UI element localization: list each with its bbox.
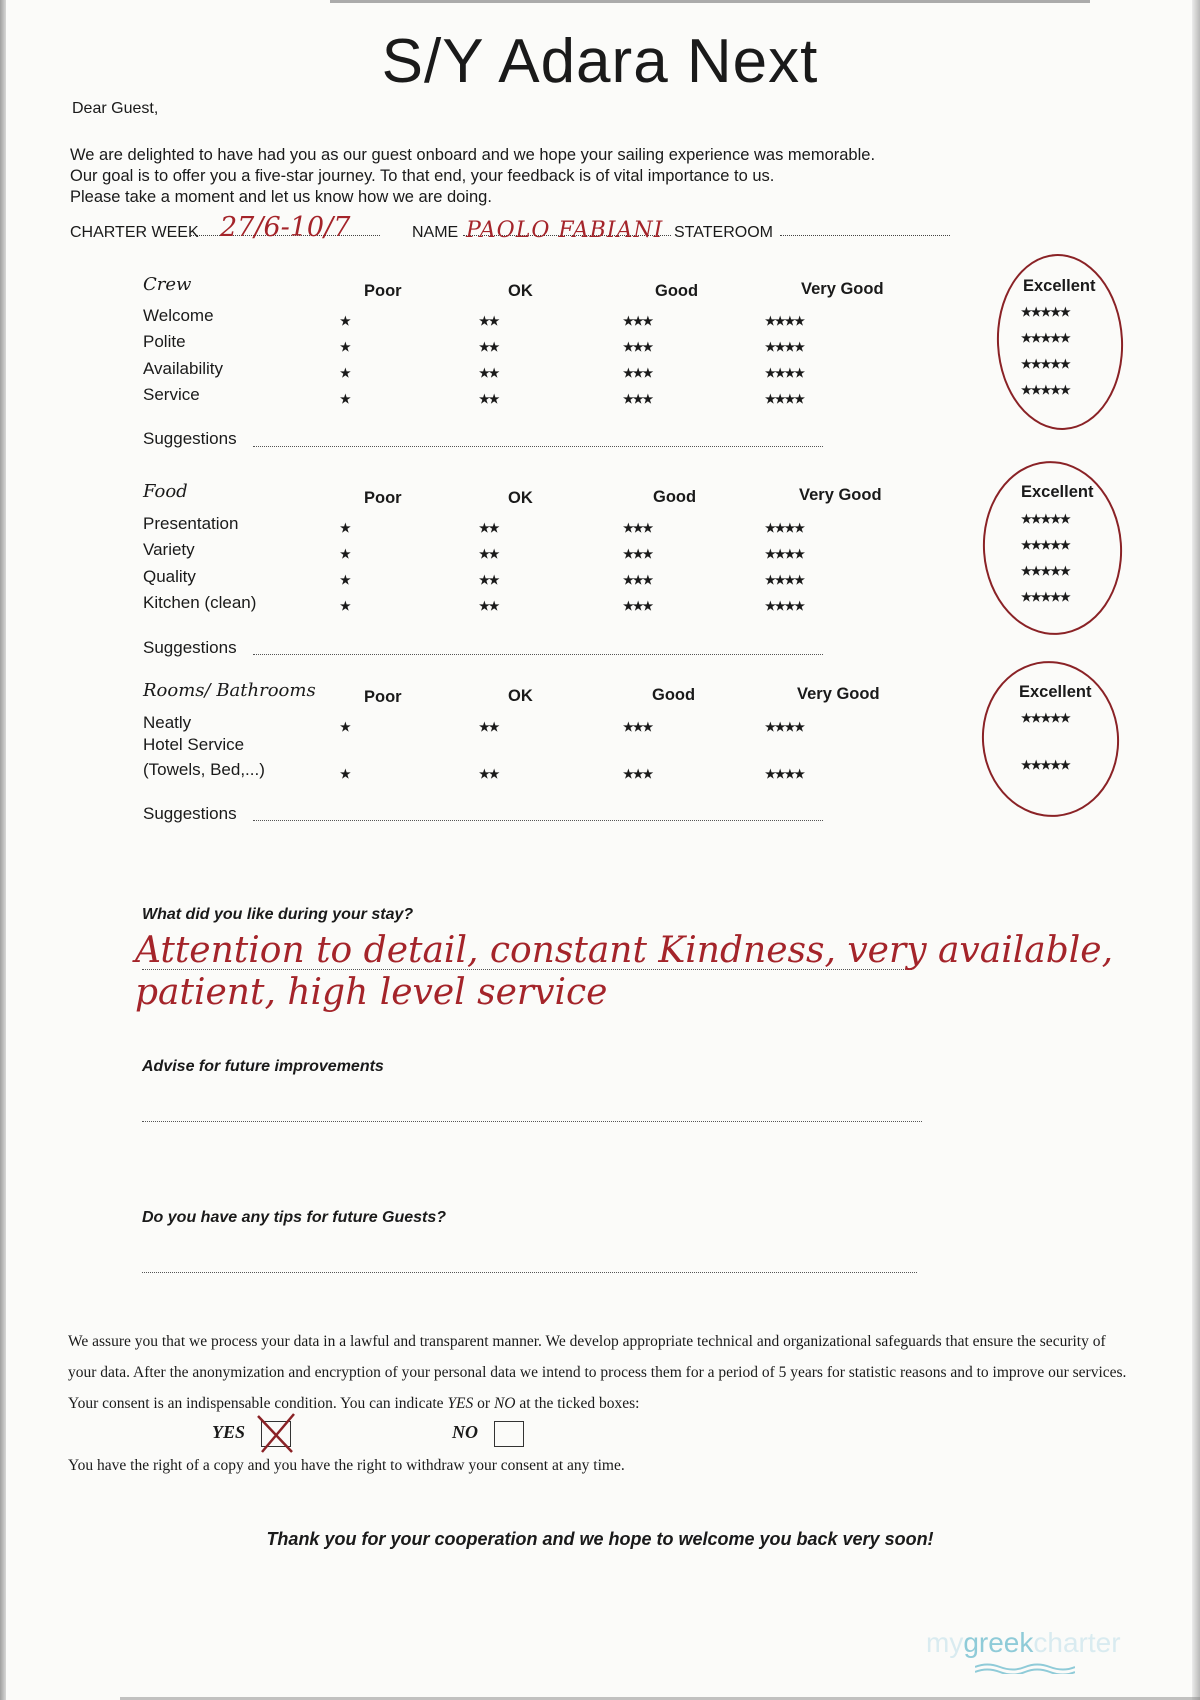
- rating-stars-poor[interactable]: ★: [340, 366, 350, 380]
- rating-stars-very-good[interactable]: ★★★★: [765, 340, 805, 354]
- rating-stars-poor[interactable]: ★: [340, 599, 350, 613]
- item-label: Availability: [143, 359, 224, 378]
- rating-stars-good[interactable]: ★★★: [623, 599, 653, 613]
- suggestions-label: Suggestions: [143, 638, 237, 657]
- watermark-part: greek: [963, 1627, 1034, 1658]
- rating-stars-excellent[interactable]: ★★★★★: [1021, 512, 1070, 526]
- watermark-wave-icon: [975, 1662, 1075, 1674]
- item-label: Neatly: [143, 713, 192, 732]
- paper-edge-right: [1192, 0, 1200, 1700]
- rights-statement: You have the right of a copy and you have the right to withdraw your consent at any time.: [68, 1457, 625, 1474]
- rating-stars-good[interactable]: ★★★: [623, 547, 653, 561]
- rating-stars-excellent[interactable]: ★★★★★: [1021, 711, 1070, 725]
- paper-edge-top: [330, 0, 1090, 3]
- data-privacy-statement: [68, 1326, 1128, 1419]
- no-word: NO: [493, 1395, 516, 1412]
- rating-stars-poor[interactable]: ★: [340, 392, 350, 406]
- col-good: Good: [653, 488, 697, 506]
- suggestions-field[interactable]: [253, 819, 823, 821]
- consent-yes-label: YES: [212, 1422, 246, 1442]
- col-excellent: Excellent: [1021, 483, 1094, 501]
- rating-stars-poor[interactable]: ★: [340, 767, 350, 781]
- or-word: or: [473, 1395, 494, 1412]
- charter-week-label: CHARTER WEEK: [70, 224, 199, 241]
- stateroom-field[interactable]: [780, 234, 950, 236]
- col-poor: Poor: [364, 282, 402, 300]
- advise-answer-line[interactable]: [142, 1120, 922, 1122]
- item-label: Quality: [143, 567, 196, 586]
- col-excellent: Excellent: [1023, 277, 1096, 295]
- charter-week-value: 27/6-10/7: [220, 212, 351, 243]
- col-good: Good: [652, 686, 696, 704]
- liked-answer-line1: Attention to detail, constant Kindness, very available,: [135, 930, 1114, 971]
- rating-stars-good[interactable]: ★★★: [623, 521, 653, 535]
- rating-stars-ok[interactable]: ★★: [479, 366, 499, 380]
- rating-stars-poor[interactable]: ★: [340, 573, 350, 587]
- rating-stars-excellent[interactable]: ★★★★★: [1021, 331, 1070, 345]
- section-heading: Food: [143, 481, 188, 502]
- col-excellent: Excellent: [1019, 683, 1092, 701]
- col-very-good: Very Good: [801, 280, 884, 298]
- rating-stars-good[interactable]: ★★★: [623, 392, 653, 406]
- name-label: NAME: [412, 224, 459, 241]
- item-label: Service: [143, 385, 200, 404]
- rating-stars-ok[interactable]: ★★: [479, 720, 499, 734]
- consent-no-checkbox[interactable]: [494, 1421, 524, 1447]
- section-heading: Rooms/ Bathrooms: [143, 680, 316, 701]
- col-good: Good: [655, 282, 699, 300]
- item-label: Presentation: [143, 514, 239, 533]
- rating-stars-good[interactable]: ★★★: [623, 573, 653, 587]
- rating-stars-ok[interactable]: ★★: [479, 547, 499, 561]
- rating-stars-very-good[interactable]: ★★★★: [765, 392, 805, 406]
- rating-stars-ok[interactable]: ★★: [479, 340, 499, 354]
- privacy-text-end: at the ticked boxes:: [515, 1395, 640, 1412]
- section-heading: Crew: [143, 274, 192, 295]
- rating-stars-very-good[interactable]: ★★★★: [765, 366, 805, 380]
- rating-stars-excellent[interactable]: ★★★★★: [1021, 538, 1070, 552]
- rating-stars-very-good[interactable]: ★★★★: [765, 767, 805, 781]
- watermark-part: charter: [1033, 1627, 1121, 1658]
- consent-no-label: NO: [452, 1422, 478, 1442]
- rating-stars-very-good[interactable]: ★★★★: [765, 521, 805, 535]
- privacy-text: We assure you that we process your data in a lawful and transparent manner. We develop appropriate technical and organizational safeguards that ensure the security of your data. After the anonymization and encryption of your personal data we intend to process them for a period of 5 years for statistic reasons and to improve our services. Your consent is an indispensable condition. You can indicate: [68, 1333, 1127, 1412]
- rating-stars-poor[interactable]: ★: [340, 521, 350, 535]
- rating-stars-very-good[interactable]: ★★★★: [765, 720, 805, 734]
- checked-x-mark: [256, 1412, 296, 1454]
- question-liked: What did you like during your stay?: [142, 906, 414, 923]
- question-tips: Do you have any tips for future Guests?: [142, 1209, 447, 1226]
- charter-details-row: [70, 212, 950, 248]
- salutation: Dear Guest,: [72, 100, 159, 117]
- watermark-logo: [926, 1627, 1121, 1659]
- question-advise: Advise for future improvements: [142, 1058, 384, 1075]
- rating-stars-good[interactable]: ★★★: [623, 720, 653, 734]
- rating-stars-good[interactable]: ★★★: [623, 767, 653, 781]
- rating-stars-excellent[interactable]: ★★★★★: [1021, 758, 1070, 772]
- col-ok: OK: [508, 687, 533, 705]
- col-ok: OK: [508, 489, 533, 507]
- item-label: Variety: [143, 540, 195, 559]
- suggestions-label: Suggestions: [143, 804, 237, 823]
- watermark-part: my: [926, 1627, 964, 1658]
- rating-stars-very-good[interactable]: ★★★★: [765, 599, 805, 613]
- suggestions-field[interactable]: [253, 445, 823, 447]
- rating-stars-excellent[interactable]: ★★★★★: [1021, 590, 1070, 604]
- rating-stars-very-good[interactable]: ★★★★: [765, 573, 805, 587]
- rating-stars-ok[interactable]: ★★: [479, 521, 499, 535]
- rating-stars-very-good[interactable]: ★★★★: [765, 314, 805, 328]
- rating-stars-poor[interactable]: ★: [340, 314, 350, 328]
- col-ok: OK: [508, 282, 533, 300]
- suggestions-label: Suggestions: [143, 429, 237, 448]
- rating-stars-ok[interactable]: ★★: [479, 392, 499, 406]
- rating-stars-poor[interactable]: ★: [340, 547, 350, 561]
- col-poor: Poor: [364, 688, 402, 706]
- rating-stars-poor[interactable]: ★: [340, 340, 350, 354]
- rating-stars-excellent[interactable]: ★★★★★: [1021, 357, 1070, 371]
- rating-stars-ok[interactable]: ★★: [479, 314, 499, 328]
- paper-edge-left: [0, 0, 6, 1700]
- yes-word: YES: [447, 1395, 474, 1412]
- rating-stars-ok[interactable]: ★★: [479, 599, 499, 613]
- item-label: Hotel Service: [143, 735, 245, 754]
- rating-stars-good[interactable]: ★★★: [623, 366, 653, 380]
- item-label: Kitchen (clean): [143, 593, 257, 612]
- rating-stars-ok[interactable]: ★★: [479, 573, 499, 587]
- suggestions-field[interactable]: [253, 653, 823, 655]
- col-very-good: Very Good: [799, 486, 882, 504]
- name-value: PAOLO FABIANI: [466, 218, 664, 243]
- rating-stars-excellent[interactable]: ★★★★★: [1021, 564, 1070, 578]
- crew-section: [143, 274, 1143, 454]
- intro-line: Our goal is to offer you a five-star journey. To that end, your feedback is of vital importance to us.: [70, 167, 775, 185]
- intro-line: We are delighted to have had you as our guest onboard and we hope your sailing experience was memorable.: [70, 146, 876, 164]
- item-label: Polite: [143, 332, 186, 351]
- tips-answer-line[interactable]: [142, 1271, 917, 1273]
- liked-answer-line2: patient, high level service: [135, 972, 608, 1013]
- intro-text: [70, 145, 875, 208]
- rating-stars-good[interactable]: ★★★: [623, 314, 653, 328]
- item-label: (Towels, Bed,...): [143, 760, 265, 779]
- intro-line: Please take a moment and let us know how we are doing.: [70, 188, 492, 206]
- consent-yes-checkbox[interactable]: [261, 1421, 291, 1447]
- rating-stars-excellent[interactable]: ★★★★★: [1021, 305, 1070, 319]
- rating-stars-ok[interactable]: ★★: [479, 767, 499, 781]
- col-poor: Poor: [364, 489, 402, 507]
- col-very-good: Very Good: [797, 685, 880, 703]
- rating-stars-poor[interactable]: ★: [340, 720, 350, 734]
- rating-stars-good[interactable]: ★★★: [623, 340, 653, 354]
- stateroom-label: STATEROOM: [674, 224, 773, 241]
- rating-stars-excellent[interactable]: ★★★★★: [1021, 383, 1070, 397]
- yacht-title: S/Y Adara Next: [381, 27, 819, 96]
- thank-you-message: Thank you for your cooperation and we hope to welcome you back very soon!: [266, 1529, 934, 1549]
- rating-stars-very-good[interactable]: ★★★★: [765, 547, 805, 561]
- item-label: Welcome: [143, 306, 214, 325]
